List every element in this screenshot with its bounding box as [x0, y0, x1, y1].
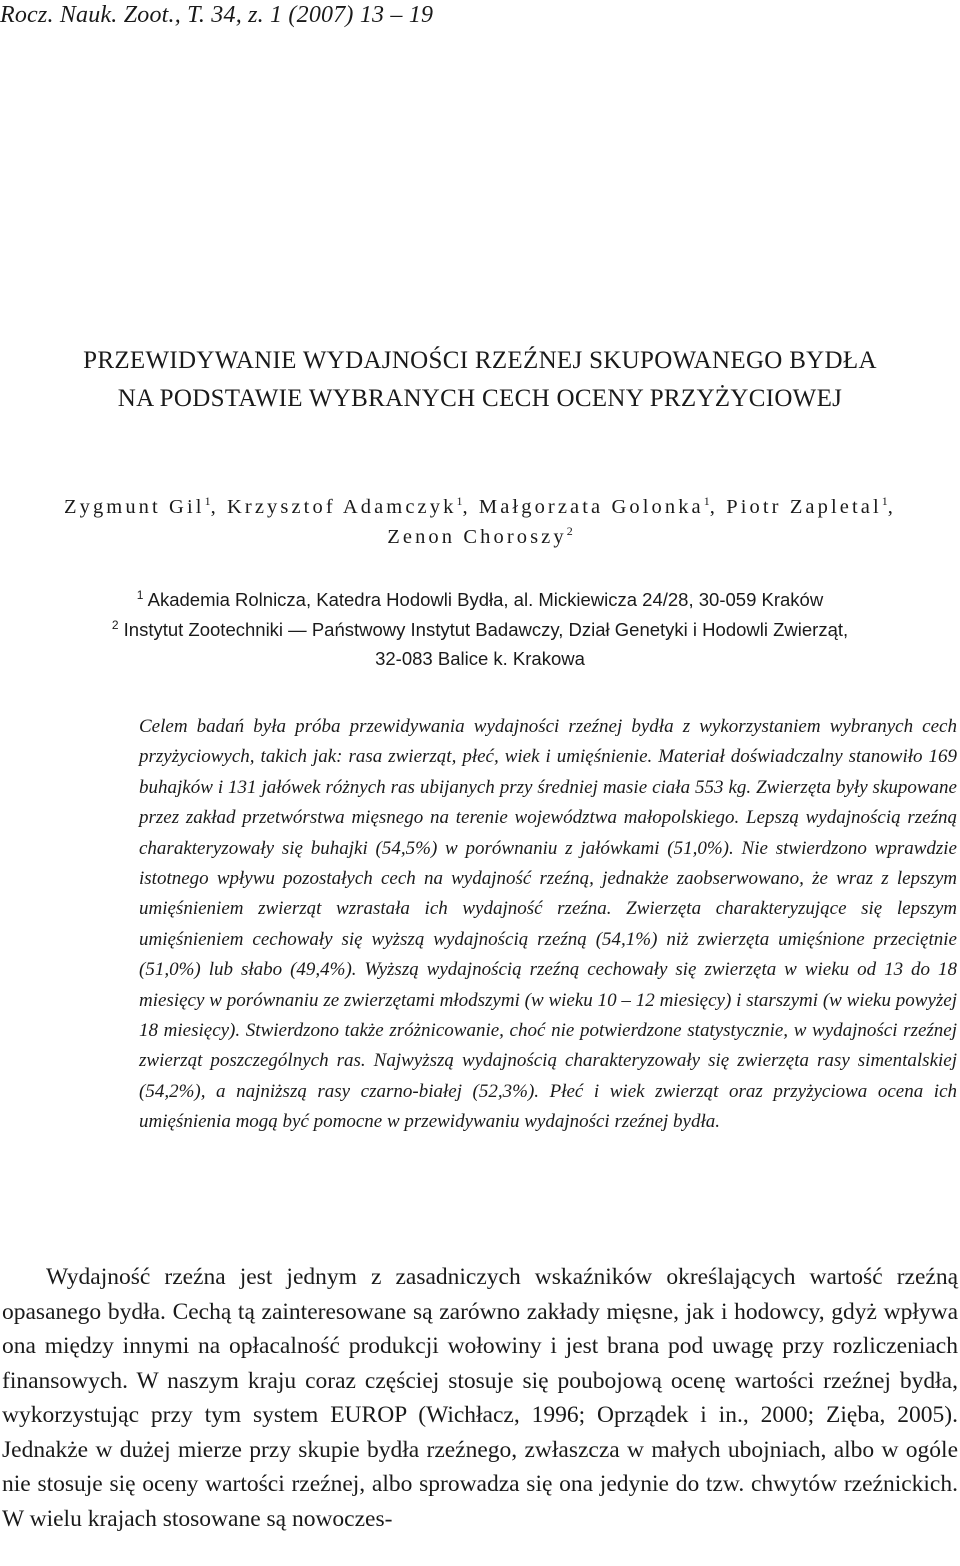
- author-name: Krzysztof Adamczyk: [227, 495, 457, 518]
- affiliation-2: [0, 618, 960, 641]
- author-name: Piotr Zapletal: [726, 495, 882, 518]
- author-name: Zenon Choroszy: [387, 525, 567, 548]
- journal-citation: Rocz. Nauk. Zoot., T. 34, z. 1 (2007) 13 – 19: [0, 2, 434, 28]
- article-title-line-2: NA PODSTAWIE WYBRANYCH CECH OCENY PRZYŻYCIOWEJ: [117, 385, 843, 412]
- affiliation-text: Akademia Rolnicza, Katedra Hodowli Bydła, al. Mickiewicza 24/28, 30-059 Kraków: [147, 589, 824, 611]
- affiliation-text: Instytut Zootechniki — Państwowy Instytut Badawczy, Dział Genetyki i Hodowli Zwierząt,: [123, 619, 849, 641]
- article-title-line-1: PRZEWIDYWANIE WYDAJNOŚCI RZEŹNEJ SKUPOWANEGO BYDŁA: [83, 347, 877, 374]
- author-list-continued: [0, 524, 960, 549]
- affiliation-mark: 2: [111, 618, 119, 632]
- author-affiliation-mark: 1: [204, 494, 211, 508]
- author-affiliation-mark: 1: [881, 494, 888, 508]
- author-name: Zygmunt Gil: [63, 495, 205, 518]
- author-name: Małgorzata Golonka: [478, 495, 704, 518]
- author-affiliation-mark: 1: [703, 494, 710, 508]
- affiliation-1: [0, 588, 960, 611]
- author-affiliation-mark: 1: [456, 494, 463, 508]
- affiliation-mark: 1: [136, 588, 144, 602]
- abstract: Celem badań była próba przewidywania wydajności rzeźnej bydła z wykorzystaniem wybranych cech przyżyciowych, takich jak: rasa zwierząt, płeć, wiek i umięśnienie. Materiał doświadczalny stanowiło 169 buhajków i 131 jałówek różnych ras ubijanych przy średniej masie ciała 553 kg. Zwierzęta były skupowane przez zakład przetwórstwa mięsnego na terenie województwa małopolskiego. Lepszą wydajnością rzeźną charakteryzowały się buhajki (54,5%) w porównaniu z jałówkami (51,0%). Nie stwierdzono wprawdzie istotnego wpływu pozostałych cech na wydajność rzeźną, jednakże zaobserwowano, że wraz z lepszym umięśnieniem zwierząt wzrastała ich wydajność rzeźna. Zwierzęta charakteryzujące się lepszym umięśnieniem cechowały się wyższą wydajnością rzeźną (54,1%) niż zwierzęta umięśnione przeciętnie (51,0%) lub słabo (49,4%). Wyższą wydajnością rzeźną cechowały się zwierzęta w wieku od 13 do 18 miesięcy w porównaniu ze zwierzętami młodszymi (w wieku 10 – 12 miesięcy) i starszymi (w wieku powyżej 18 miesięcy). Stwierdzono także zróżnicowanie, choć nie potwierdzone statystycznie, w wydajności rzeźnej zwierząt poszczególnych ras. Najwyższą wydajnością charakteryzowały się zwierzęta rasy simentalskiej (54,2%), a najniższą rasy czarno-białej (52,3%). Płeć i wiek zwierząt oraz przyżyciowa ocena ich umięśnienia mogą być pomocne w przewidywaniu wydajności rzeźnej bydła.: [139, 716, 957, 1133]
- affiliation-2-continued: 32-083 Balice k. Krakowa: [375, 648, 585, 669]
- author-list: Zygmunt Gil$^1$, Krzysztof Adamczyk$^1$, Małgorzata Golonka$^1$, Piotr Zapletal$^1$,: [63, 494, 897, 518]
- body-paragraph: Wydajność rzeźna jest jednym z zasadniczych wskaźników określających wartość rzeźną opasanego bydła. Cechą tą zainteresowane są zarówno zakłady mięsne, jak i hodowcy, gdyż wpływa ona między innymi na opłacalność produkcji wołowiny i jest brana pod uwagę przy rozliczeniach finansowych. W naszym kraju coraz częściej stosuje się poubojową ocenę wartości rzeźnej bydła, wykorzystując przy tym system EUROP (Wichłacz, 1996; Oprządek i in., 2000; Zięba, 2005). Jednakże w dużej mierze przy skupie bydła rzeźnego, zwłaszcza w małych ubojniach, albo w ogóle nie stosuje się oceny wartości rzeźnej, albo sprowadza się ona jedynie do tzw. chwytów rzeźnickich. W wielu krajach stosowane są nowoczes-: [2, 1264, 958, 1532]
- author-affiliation-mark: 2: [566, 524, 573, 538]
